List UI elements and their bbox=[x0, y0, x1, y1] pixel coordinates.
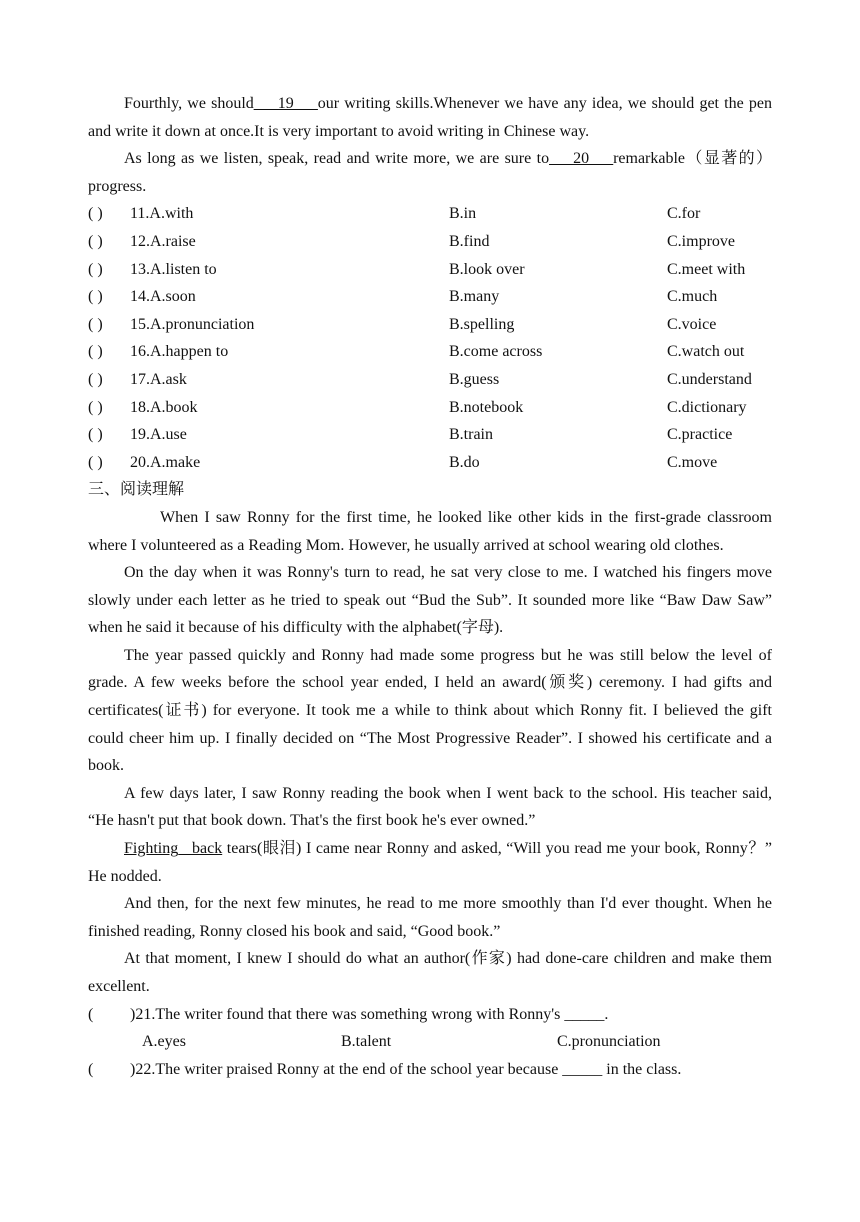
underlined-word: back bbox=[191, 840, 223, 858]
option-a: 17.A.ask bbox=[130, 370, 187, 388]
reading-paragraph-7: At that moment, I knew I should do what an author(作家) had done-care children and make them excellent. bbox=[88, 950, 772, 995]
option-a: 12.A.raise bbox=[130, 232, 196, 250]
question-row-18 bbox=[88, 394, 772, 422]
answer-bracket: ( ) bbox=[88, 205, 103, 223]
answer-bracket: ( ) bbox=[88, 260, 103, 278]
cloze-paragraph-19 bbox=[88, 90, 772, 145]
option-c: C.practice bbox=[667, 426, 733, 444]
question-row-17 bbox=[88, 366, 772, 394]
option-a: 20.A.make bbox=[130, 453, 201, 471]
text: Fourthly, we should bbox=[124, 95, 254, 112]
text: As long as we listen, speak, read and write more, we are sure to bbox=[124, 150, 550, 168]
option-a: 13.A.listen to bbox=[130, 260, 217, 278]
option-c: C.watch out bbox=[667, 343, 745, 361]
option-b: B.talent bbox=[341, 1033, 392, 1051]
option-a: 11.A.with bbox=[130, 205, 194, 223]
blank-19: ___19___ bbox=[253, 95, 318, 112]
answer-bracket: ( ) bbox=[88, 426, 103, 444]
option-c: C.understand bbox=[667, 370, 752, 388]
question-stem: )22.The writer praised Ronny at the end of the school year because _____ in the class. bbox=[130, 1060, 682, 1078]
option-a: 18.A.book bbox=[130, 398, 198, 416]
text: remarkable（显著的）progress. bbox=[88, 150, 772, 195]
option-b: B.guess bbox=[449, 370, 500, 388]
blank-20: ___20___ bbox=[549, 150, 614, 168]
option-c: C.much bbox=[667, 288, 718, 306]
option-a: A.eyes bbox=[142, 1033, 186, 1051]
question-row-12 bbox=[88, 228, 772, 256]
answer-bracket: ( ) bbox=[88, 288, 103, 306]
answer-bracket: ( bbox=[88, 1060, 94, 1078]
question-row-13 bbox=[88, 256, 772, 284]
question-stem: )21.The writer found that there was something wrong with Ronny's _____. bbox=[130, 1005, 609, 1023]
question-row-19 bbox=[88, 421, 772, 449]
option-a: 16.A.happen to bbox=[130, 343, 229, 361]
option-b: B.train bbox=[449, 426, 493, 444]
answer-bracket: ( ) bbox=[88, 232, 103, 250]
option-b: B.many bbox=[449, 288, 500, 306]
reading-paragraph-4: A few days later, I saw Ronny reading the book when I went back to the school. His teacher said, “He hasn't put that book down. That's the first book he's ever owned.” bbox=[88, 784, 772, 830]
option-b: B.find bbox=[449, 232, 490, 250]
option-c: C.meet with bbox=[667, 260, 746, 278]
reading-paragraph-2: On the day when it was Ronny's turn to read, he sat very close to me. I watched his fingers move slowly under each letter as he tried to speak out “Bud the Sub”. It sounded more like “Baw Daw Saw” when he said it because of his difficulty with the alphabet(字母). bbox=[88, 564, 772, 637]
answer-bracket: ( ) bbox=[88, 370, 103, 388]
question-row-16 bbox=[88, 338, 772, 366]
cloze-options-list bbox=[88, 200, 772, 476]
option-b: B.do bbox=[449, 453, 480, 471]
option-c: C.for bbox=[667, 205, 701, 223]
question-22 bbox=[88, 1056, 772, 1084]
question-row-15 bbox=[88, 311, 772, 339]
question-row-14 bbox=[88, 283, 772, 311]
text: tears(眼泪) I came near Ronny and asked, “Will you read me your book, Ronny？” He nodded. bbox=[88, 840, 773, 885]
option-b: B.look over bbox=[449, 260, 525, 278]
underlined-word: Fighting bbox=[124, 840, 179, 858]
text: our writing skills.Whenever we have any idea, we should get the pen and write it down at once.It is very important to avoid writing in Chinese way. bbox=[88, 95, 773, 140]
reading-paragraph-5 bbox=[88, 835, 772, 890]
option-a: 15.A.pronunciation bbox=[130, 315, 255, 333]
reading-paragraph-6: And then, for the next few minutes, he read to me more smoothly than I'd ever thought. When he finished reading, Ronny closed his book and said, “Good book.” bbox=[88, 895, 772, 940]
answer-bracket: ( ) bbox=[88, 343, 103, 361]
option-b: B.notebook bbox=[449, 398, 524, 416]
option-c: C.voice bbox=[667, 315, 717, 333]
option-b: B.spelling bbox=[449, 315, 515, 333]
section-title: 三、阅读理解 bbox=[88, 481, 185, 499]
option-c: C.move bbox=[667, 453, 718, 471]
cloze-paragraph-20 bbox=[88, 145, 772, 200]
question-row-11 bbox=[88, 200, 772, 228]
question-row-20 bbox=[88, 449, 772, 477]
answer-bracket: ( bbox=[88, 1005, 94, 1023]
option-b: B.come across bbox=[449, 343, 543, 361]
option-c: C.pronunciation bbox=[557, 1033, 661, 1051]
underline-gap bbox=[178, 840, 192, 857]
reading-paragraph-1: When I saw Ronny for the first time, he looked like other kids in the first-grade classroom where I volunteered as a Reading Mom. However, he usually arrived at school wearing old clothes. bbox=[88, 508, 772, 554]
answer-bracket: ( ) bbox=[88, 398, 103, 416]
option-c: C.dictionary bbox=[667, 398, 747, 416]
option-c: C.improve bbox=[667, 232, 735, 250]
question-21-options bbox=[88, 1028, 772, 1056]
option-b: B.in bbox=[449, 205, 477, 223]
option-a: 14.A.soon bbox=[130, 288, 196, 306]
question-21 bbox=[88, 1001, 772, 1029]
option-a: 19.A.use bbox=[130, 426, 187, 444]
page-content bbox=[88, 90, 772, 1083]
answer-bracket: ( ) bbox=[88, 453, 103, 471]
answer-bracket: ( ) bbox=[88, 315, 103, 333]
reading-paragraph-3: The year passed quickly and Ronny had made some progress but he was still below the level of grade. A few weeks before the school year ended, I held an award(颁奖) ceremony. I had gifts and certificates(证书) for everyone. It took me a while to think about which Ronny fit. I believed the gift could cheer him up. I finally decided on “The Most Progressive Reader”. I showed his certificate and a book. bbox=[88, 646, 772, 775]
